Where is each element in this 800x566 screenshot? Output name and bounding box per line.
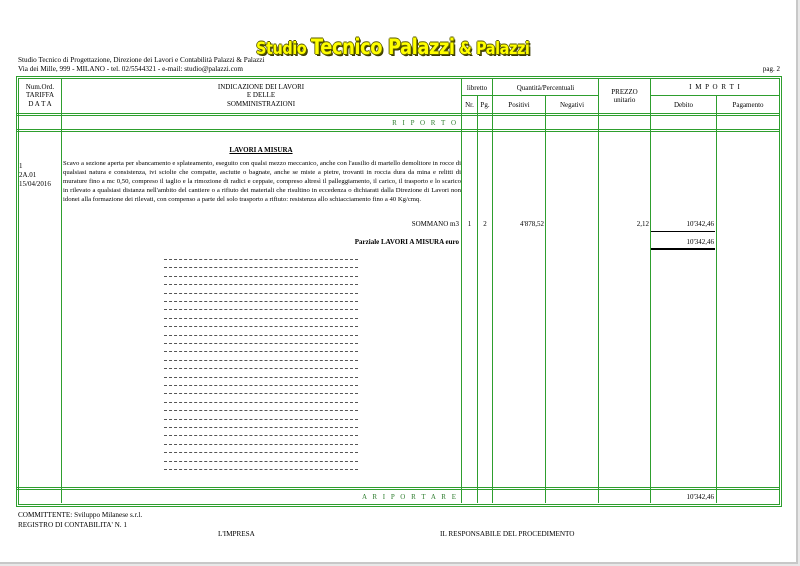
filler-line bbox=[164, 276, 358, 277]
col-indicazione-3: SOMMINISTRAZIONI bbox=[226, 100, 296, 108]
filler-line bbox=[164, 368, 358, 369]
a-riportare-value: 10'342,46 bbox=[686, 493, 714, 501]
filler-line bbox=[164, 326, 358, 327]
filler-line bbox=[164, 410, 358, 411]
filler-line bbox=[164, 318, 358, 319]
col-libretto: libretto bbox=[466, 84, 488, 92]
item-tariffa: 2A.01 bbox=[19, 171, 37, 179]
col-data: D A T A bbox=[28, 100, 52, 108]
col-debito: Debito bbox=[673, 101, 694, 109]
studio-address-line: Via dei Mille, 999 - MILANO - tel. 02/5544321 - e-mail: studio@palazzi.com bbox=[18, 65, 243, 73]
riporto-label: R I P O R T O bbox=[392, 119, 458, 127]
item-positivi: 4'878,52 bbox=[519, 220, 544, 228]
sommano-label: SOMMANO m3 bbox=[411, 220, 459, 228]
filler-line bbox=[164, 427, 358, 428]
col-positivi: Positivi bbox=[508, 101, 530, 109]
logo-part1: Studio bbox=[256, 39, 311, 59]
filler-line bbox=[164, 267, 358, 268]
registro: REGISTRO DI CONTABILITA' N. 1 bbox=[18, 521, 127, 529]
impresa-signature: L'IMPRESA bbox=[218, 530, 255, 538]
col-importi: I M P O R T I bbox=[689, 83, 741, 91]
responsabile-signature: IL RESPONSABILE DEL PROCEDIMENTO bbox=[440, 530, 575, 538]
col-quantita: Quantità/Percentuali bbox=[516, 84, 575, 92]
col-indicazione-2: E DELLE bbox=[246, 91, 276, 99]
filler-line bbox=[164, 402, 358, 403]
logo-part2: Tecnico Palazzi bbox=[310, 35, 455, 59]
col-tariffa: TARIFFA bbox=[25, 91, 55, 99]
parziale-value: 10'342,46 bbox=[686, 238, 714, 246]
filler-line bbox=[164, 461, 358, 462]
col-negativi: Negativi bbox=[559, 101, 585, 109]
col-pagamento: Pagamento bbox=[732, 101, 764, 109]
a-riportare-label: A R I P O R T A R E bbox=[361, 493, 458, 501]
item-nr: 1 bbox=[467, 220, 472, 228]
studio-logo bbox=[256, 35, 529, 59]
col-num-ord: Num.Ord. bbox=[25, 83, 55, 91]
item-date: 15/04/2016 bbox=[19, 180, 51, 188]
filler-line bbox=[164, 452, 358, 453]
filler-line bbox=[164, 469, 358, 470]
col-unitario: unitario bbox=[613, 96, 636, 104]
filler-line bbox=[164, 284, 358, 285]
item-pg: 2 bbox=[483, 220, 487, 228]
filler-line bbox=[164, 360, 358, 361]
committente: COMMITTENTE: Sviluppo Milanese s.r.l. bbox=[18, 511, 143, 519]
filler-line bbox=[164, 351, 358, 352]
filler-line bbox=[164, 309, 358, 310]
page-number: pag. 2 bbox=[762, 65, 780, 73]
filler-line bbox=[164, 444, 358, 445]
filler-line bbox=[164, 301, 358, 302]
col-prezzo: PREZZO bbox=[611, 88, 638, 96]
ledger-inner-frame bbox=[18, 78, 780, 505]
item-prezzo: 2,12 bbox=[636, 220, 649, 228]
item-number: 1 bbox=[19, 162, 23, 170]
col-indicazione-1: INDICAZIONE DEI LAVORI bbox=[217, 83, 305, 91]
filler-line bbox=[164, 335, 358, 336]
filler-line bbox=[164, 419, 358, 420]
filler-line bbox=[164, 259, 358, 260]
filler-line bbox=[164, 385, 358, 386]
filler-line bbox=[164, 377, 358, 378]
studio-name-line: Studio Tecnico di Progettazione, Direzione dei Lavori e Contabilità Palazzi & Palazzi bbox=[18, 56, 265, 64]
filler-line bbox=[164, 435, 358, 436]
logo-part3: & Palazzi bbox=[454, 39, 530, 59]
section-title: LAVORI A MISURA bbox=[229, 146, 293, 154]
filler-line bbox=[164, 343, 358, 344]
col-nr: Nr. bbox=[465, 101, 474, 109]
item-description: Scavo a sezione aperta per sbancamento e splateamento, eseguito con qualsi mezzo meccanico, anche con l'ausilio di martello demolitore in rocce di qualsiasi natura e consistenza, ivi sciolte che compatte, asciutte o bagnate, anche se miste a pietre, trovanti in roccia dura da mina e relitti di murature fino a mc 0,50, compreso il taglio e la rimozione di radici e ceppaie, compreso altresì il palleggiamento, il carico, il trasporto e lo scarico in rilevato a qualsiasi distanza nell'ambito del cantiere o a rifiuto dei materiali che risultino in eccedenza o dichiarati dalla Direzione di Lavori non idonei alla formazione dei rilevati, con compenso a parte del solo trasporto a rifiuto: resistenza allo schiacciamento fino a 40 Kg/cmq. bbox=[63, 160, 461, 203]
parziale-label: Parziale LAVORI A MISURA euro bbox=[354, 238, 459, 246]
col-pg: Pg. bbox=[480, 101, 490, 109]
item-debito: 10'342,46 bbox=[686, 220, 714, 228]
filler-line bbox=[164, 393, 358, 394]
filler-line bbox=[164, 293, 358, 294]
